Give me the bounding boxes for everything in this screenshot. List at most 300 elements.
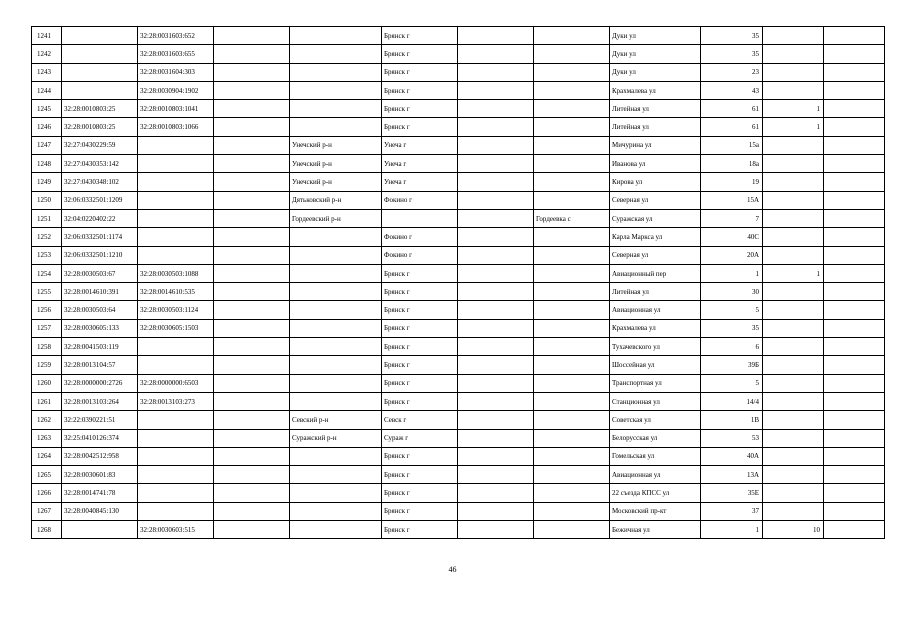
region-cell [214,173,290,191]
apartment-cell [824,191,885,209]
apartment-cell [824,45,885,63]
street-cell: Транспортная ул [610,374,701,392]
settlement-area-cell [458,301,534,319]
city-cell: Сураж г [382,429,458,447]
building-number-cell [763,338,824,356]
street-cell: Тухачевского ул [610,338,701,356]
table-row [32,447,885,465]
house-number-cell: 23 [701,63,763,81]
district-cell [290,502,382,520]
building-number-cell [763,209,824,227]
row-number-cell: 1249 [32,173,62,191]
street-cell: Бежичная ул [610,521,701,539]
house-number-cell: 6 [701,338,763,356]
district-cell [290,264,382,282]
parent-cadastral-number-cell [138,411,214,429]
district-cell [290,45,382,63]
row-number-cell: 1256 [32,301,62,319]
cadastral-number-cell: 32:27:0430229:59 [62,136,138,154]
apartment-cell [824,264,885,282]
row-number-cell: 1254 [32,264,62,282]
settlement-area-cell [458,155,534,173]
city-cell: Севск г [382,411,458,429]
cadastral-number-cell: 32:27:0430348:102 [62,173,138,191]
row-number-cell: 1251 [32,209,62,227]
parent-cadastral-number-cell [138,191,214,209]
table-row [32,191,885,209]
house-number-cell: 19 [701,173,763,191]
building-number-cell: 1 [763,264,824,282]
parent-cadastral-number-cell: 32:28:0031603:655 [138,45,214,63]
table-row [32,136,885,154]
house-number-cell: 5 [701,301,763,319]
apartment-cell [824,173,885,191]
settlement-cell [534,191,610,209]
city-cell: Брянск г [382,27,458,45]
parent-cadastral-number-cell: 32:28:0031604:303 [138,63,214,81]
region-cell [214,411,290,429]
district-cell: Гордеевский р-н [290,209,382,227]
cadastral-number-cell: 32:28:0042512:958 [62,447,138,465]
street-cell: Северная ул [610,246,701,264]
house-number-cell: 1В [701,411,763,429]
apartment-cell [824,27,885,45]
house-number-cell: 39Б [701,356,763,374]
street-cell: Дуки ул [610,45,701,63]
region-cell [214,264,290,282]
building-number-cell [763,81,824,99]
table-row [32,45,885,63]
cadastral-number-cell: 32:25:0410126:374 [62,429,138,447]
street-cell: Авиационный пер [610,264,701,282]
building-number-cell [763,301,824,319]
parent-cadastral-number-cell: 32:28:0030904:1902 [138,81,214,99]
parent-cadastral-number-cell [138,447,214,465]
settlement-cell [534,466,610,484]
city-cell: Брянск г [382,392,458,410]
apartment-cell [824,484,885,502]
city-cell: Фокино г [382,246,458,264]
building-number-cell: 10 [763,521,824,539]
apartment-cell [824,155,885,173]
settlement-cell [534,521,610,539]
settlement-area-cell [458,27,534,45]
settlement-area-cell [458,447,534,465]
parent-cadastral-number-cell [138,136,214,154]
settlement-cell [534,100,610,118]
table-row [32,338,885,356]
street-cell: Литейная ул [610,118,701,136]
region-cell [214,27,290,45]
region-cell [214,118,290,136]
apartment-cell [824,447,885,465]
parent-cadastral-number-cell: 32:28:0030605:1503 [138,319,214,337]
settlement-cell [534,136,610,154]
district-cell [290,27,382,45]
settlement-area-cell [458,374,534,392]
city-cell: Брянск г [382,63,458,81]
building-number-cell [763,173,824,191]
apartment-cell [824,136,885,154]
settlement-cell [534,81,610,99]
parent-cadastral-number-cell: 32:28:0000000:6503 [138,374,214,392]
street-cell: Крахмалева ул [610,319,701,337]
settlement-cell [534,118,610,136]
district-cell [290,356,382,374]
building-number-cell [763,246,824,264]
district-cell [290,228,382,246]
district-cell [290,63,382,81]
parent-cadastral-number-cell: 32:28:0030603:515 [138,521,214,539]
row-number-cell: 1261 [32,392,62,410]
parent-cadastral-number-cell [138,502,214,520]
city-cell: Брянск г [382,338,458,356]
city-cell: Брянск г [382,283,458,301]
city-cell: Брянск г [382,374,458,392]
building-number-cell: 1 [763,118,824,136]
city-cell: Унеча г [382,173,458,191]
table-row [32,209,885,227]
row-number-cell: 1263 [32,429,62,447]
settlement-cell [534,392,610,410]
row-number-cell: 1258 [32,338,62,356]
street-cell: Иванова ул [610,155,701,173]
parent-cadastral-number-cell [138,209,214,227]
apartment-cell [824,63,885,81]
city-cell: Брянск г [382,100,458,118]
parent-cadastral-number-cell: 32:28:0010803:1066 [138,118,214,136]
district-cell [290,81,382,99]
region-cell [214,136,290,154]
region-cell [214,447,290,465]
street-cell: Крахмалева ул [610,81,701,99]
city-cell: Унеча г [382,136,458,154]
settlement-area-cell [458,502,534,520]
apartment-cell [824,301,885,319]
city-cell [382,209,458,227]
region-cell [214,209,290,227]
house-number-cell: 5 [701,374,763,392]
house-number-cell: 30 [701,283,763,301]
settlement-cell [534,246,610,264]
apartment-cell [824,374,885,392]
city-cell: Брянск г [382,301,458,319]
settlement-cell [534,63,610,81]
page-number: 46 [448,565,457,574]
building-number-cell [763,374,824,392]
street-cell: Московский пр-кт [610,502,701,520]
building-number-cell [763,27,824,45]
parent-cadastral-number-cell [138,246,214,264]
region-cell [214,301,290,319]
region-cell [214,155,290,173]
table-row [32,466,885,484]
house-number-cell: 40С [701,228,763,246]
street-cell: Литейная ул [610,100,701,118]
settlement-cell [534,374,610,392]
table-row [32,429,885,447]
street-cell: Мичурина ул [610,136,701,154]
city-cell: Брянск г [382,447,458,465]
house-number-cell: 18а [701,155,763,173]
building-number-cell [763,228,824,246]
district-cell [290,301,382,319]
row-number-cell: 1250 [32,191,62,209]
cadastral-number-cell [62,27,138,45]
district-cell [290,338,382,356]
house-number-cell: 15а [701,136,763,154]
apartment-cell [824,246,885,264]
street-cell: 22 съезда КПСС ул [610,484,701,502]
table-row [32,264,885,282]
street-cell: Суражская ул [610,209,701,227]
cadastral-number-cell: 32:04:0220402:22 [62,209,138,227]
cadastral-number-cell: 32:06:0332501:1174 [62,228,138,246]
table-row [32,173,885,191]
settlement-area-cell [458,521,534,539]
settlement-area-cell [458,246,534,264]
city-cell: Брянск г [382,502,458,520]
district-cell [290,447,382,465]
street-cell: Авиационная ул [610,301,701,319]
cadastral-number-cell [62,521,138,539]
cadastral-number-cell: 32:28:0041503:119 [62,338,138,356]
apartment-cell [824,411,885,429]
city-cell: Брянск г [382,319,458,337]
building-number-cell [763,319,824,337]
settlement-cell [534,155,610,173]
apartment-cell [824,502,885,520]
parent-cadastral-number-cell [138,173,214,191]
settlement-cell [534,338,610,356]
region-cell [214,466,290,484]
region-cell [214,45,290,63]
settlement-area-cell [458,264,534,282]
house-number-cell: 43 [701,81,763,99]
table-row [32,228,885,246]
street-cell: Дуки ул [610,63,701,81]
house-number-cell: 53 [701,429,763,447]
city-cell: Унеча г [382,155,458,173]
cadastral-number-cell: 32:28:0030601:83 [62,466,138,484]
cadastral-number-cell: 32:28:0040845:130 [62,502,138,520]
settlement-area-cell [458,338,534,356]
street-cell: Советская ул [610,411,701,429]
cadastral-number-cell: 32:27:0430353:142 [62,155,138,173]
district-cell [290,466,382,484]
cadastral-number-cell: 32:28:0013103:264 [62,392,138,410]
table-row [32,118,885,136]
cadastral-number-cell [62,81,138,99]
row-number-cell: 1260 [32,374,62,392]
settlement-cell [534,411,610,429]
settlement-area-cell [458,100,534,118]
settlement-area-cell [458,319,534,337]
settlement-area-cell [458,392,534,410]
settlement-area-cell [458,283,534,301]
apartment-cell [824,100,885,118]
registry-table [31,26,885,539]
parent-cadastral-number-cell: 32:28:0030503:1124 [138,301,214,319]
parent-cadastral-number-cell [138,338,214,356]
settlement-cell [534,27,610,45]
table-row [32,155,885,173]
district-cell: Унечский р-н [290,173,382,191]
table-row [32,374,885,392]
city-cell: Фокино г [382,228,458,246]
building-number-cell [763,356,824,374]
region-cell [214,392,290,410]
city-cell: Фокино г [382,191,458,209]
settlement-area-cell [458,136,534,154]
street-cell: Шоссейная ул [610,356,701,374]
house-number-cell: 7 [701,209,763,227]
district-cell: Унечский р-н [290,155,382,173]
table-row [32,392,885,410]
region-cell [214,246,290,264]
city-cell: Брянск г [382,118,458,136]
cadastral-number-cell: 32:28:0010803:25 [62,100,138,118]
row-number-cell: 1266 [32,484,62,502]
apartment-cell [824,429,885,447]
building-number-cell [763,447,824,465]
street-cell: Карла Маркса ул [610,228,701,246]
district-cell: Суражский р-н [290,429,382,447]
building-number-cell [763,502,824,520]
cadastral-number-cell: 32:28:0014741:78 [62,484,138,502]
settlement-cell [534,502,610,520]
parent-cadastral-number-cell [138,356,214,374]
apartment-cell [824,209,885,227]
cadastral-number-cell: 32:28:0014610:391 [62,283,138,301]
house-number-cell: 61 [701,100,763,118]
apartment-cell [824,81,885,99]
settlement-area-cell [458,191,534,209]
cadastral-number-cell: 32:22:0390221:51 [62,411,138,429]
city-cell: Брянск г [382,81,458,99]
region-cell [214,81,290,99]
street-cell: Станционная ул [610,392,701,410]
parent-cadastral-number-cell [138,155,214,173]
settlement-cell [534,264,610,282]
city-cell: Брянск г [382,466,458,484]
cadastral-number-cell: 32:28:0030605:133 [62,319,138,337]
row-number-cell: 1268 [32,521,62,539]
apartment-cell [824,338,885,356]
building-number-cell [763,411,824,429]
row-number-cell: 1262 [32,411,62,429]
city-cell: Брянск г [382,521,458,539]
building-number-cell: 1 [763,100,824,118]
region-cell [214,63,290,81]
district-cell [290,374,382,392]
settlement-cell [534,484,610,502]
table-row [32,246,885,264]
building-number-cell [763,155,824,173]
region-cell [214,521,290,539]
settlement-cell [534,356,610,374]
house-number-cell: 13А [701,466,763,484]
region-cell [214,191,290,209]
house-number-cell: 20А [701,246,763,264]
street-cell: Белорусская ул [610,429,701,447]
city-cell: Брянск г [382,356,458,374]
row-number-cell: 1267 [32,502,62,520]
district-cell [290,319,382,337]
row-number-cell: 1241 [32,27,62,45]
settlement-area-cell [458,429,534,447]
house-number-cell: 35 [701,27,763,45]
table-row [32,81,885,99]
apartment-cell [824,319,885,337]
parent-cadastral-number-cell: 32:28:0010803:1041 [138,100,214,118]
row-number-cell: 1243 [32,63,62,81]
parent-cadastral-number-cell [138,228,214,246]
house-number-cell: 1 [701,521,763,539]
table-row [32,100,885,118]
region-cell [214,100,290,118]
city-cell: Брянск г [382,45,458,63]
registry-body [32,27,885,539]
building-number-cell [763,283,824,301]
table-row [32,411,885,429]
building-number-cell [763,191,824,209]
parent-cadastral-number-cell: 32:28:0030503:1088 [138,264,214,282]
settlement-area-cell [458,173,534,191]
settlement-area-cell [458,81,534,99]
building-number-cell [763,45,824,63]
region-cell [214,228,290,246]
settlement-cell [534,319,610,337]
house-number-cell: 14/4 [701,392,763,410]
district-cell [290,100,382,118]
district-cell [290,484,382,502]
row-number-cell: 1259 [32,356,62,374]
settlement-cell [534,173,610,191]
apartment-cell [824,283,885,301]
row-number-cell: 1245 [32,100,62,118]
table-row [32,319,885,337]
row-number-cell: 1255 [32,283,62,301]
parent-cadastral-number-cell: 32:28:0031603:652 [138,27,214,45]
district-cell [290,521,382,539]
street-cell: Литейная ул [610,283,701,301]
city-cell: Брянск г [382,264,458,282]
row-number-cell: 1253 [32,246,62,264]
region-cell [214,429,290,447]
settlement-cell [534,228,610,246]
cadastral-number-cell: 32:28:0013104:57 [62,356,138,374]
parent-cadastral-number-cell [138,484,214,502]
cadastral-number-cell: 32:06:0332501:1210 [62,246,138,264]
table-row [32,521,885,539]
house-number-cell: 37 [701,502,763,520]
row-number-cell: 1264 [32,447,62,465]
district-cell [290,118,382,136]
apartment-cell [824,356,885,374]
district-cell: Дятьковский р-н [290,191,382,209]
street-cell: Авиационная ул [610,466,701,484]
building-number-cell [763,392,824,410]
table-row [32,27,885,45]
cadastral-number-cell: 32:28:0000000:2726 [62,374,138,392]
settlement-area-cell [458,411,534,429]
settlement-cell [534,447,610,465]
row-number-cell: 1244 [32,81,62,99]
table-row [32,283,885,301]
settlement-cell [534,301,610,319]
row-number-cell: 1246 [32,118,62,136]
